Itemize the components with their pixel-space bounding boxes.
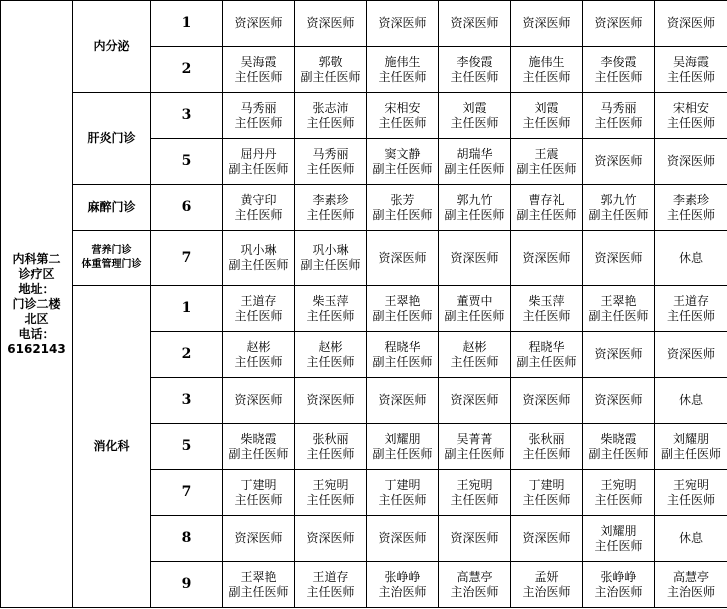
doctor-title: 主任医师 — [234, 354, 283, 369]
doctor-title: 主任医师 — [594, 69, 643, 84]
doctor-name: 王道存 — [672, 293, 709, 308]
doctor-title: 主任医师 — [594, 115, 643, 130]
doctor-cell — [223, 1, 295, 47]
department-label: 营养门诊 — [91, 245, 132, 256]
doctor-cell — [655, 1, 727, 47]
doctor-title: 副主任医师 — [372, 354, 433, 369]
doctor-cell — [583, 470, 655, 516]
doctor-cell — [367, 47, 439, 93]
doctor-name: 王翠艳 — [600, 293, 637, 308]
doctor-name: 丁建明 — [384, 477, 421, 492]
doctor-title: 主任医师 — [234, 115, 283, 130]
doctor-name: 李素珍 — [672, 192, 709, 207]
doctor-title: 副主任医师 — [228, 446, 289, 461]
area-info-line: 门诊二楼 — [12, 296, 61, 311]
doctor-cell — [511, 470, 583, 516]
doctor-name: 张秋丽 — [528, 431, 565, 446]
doctor-cell — [655, 424, 727, 470]
doctor-cell — [367, 139, 439, 185]
doctor-name: 王道存 — [312, 569, 349, 584]
doctor-cell — [511, 378, 583, 424]
doctor-title: 副主任医师 — [228, 161, 289, 176]
doctor-cell — [655, 286, 727, 332]
doctor-name: 资深医师 — [594, 16, 643, 30]
doctor-name: 资深医师 — [594, 154, 643, 168]
room-number: 5 — [151, 139, 223, 185]
doctor-name: 资深医师 — [234, 531, 283, 545]
doctor-cell — [583, 286, 655, 332]
doctor-cell — [439, 139, 511, 185]
doctor-title: 主任医师 — [522, 69, 571, 84]
doctor-title: 主任医师 — [594, 538, 643, 553]
schedule-row — [1, 286, 727, 332]
doctor-name: 资深医师 — [522, 531, 571, 545]
doctor-cell — [511, 93, 583, 139]
doctor-name: 程晓华 — [384, 339, 421, 354]
doctor-cell — [367, 470, 439, 516]
doctor-cell — [511, 1, 583, 47]
doctor-title: 副主任医师 — [228, 258, 289, 272]
doctor-cell — [439, 93, 511, 139]
doctor-title: 主任医师 — [450, 69, 499, 84]
doctor-name: 巩小琳 — [312, 243, 349, 257]
room-number: 6 — [151, 185, 223, 231]
room-number: 3 — [151, 93, 223, 139]
doctor-name: 资深医师 — [306, 16, 355, 30]
doctor-name: 资深医师 — [666, 347, 715, 361]
doctor-cell — [439, 424, 511, 470]
doctor-cell — [511, 562, 583, 608]
doctor-name: 胡瑞华 — [456, 146, 493, 161]
area-info-line: 地址： — [18, 281, 55, 296]
doctor-name: 资深医师 — [666, 16, 715, 30]
department-name — [73, 93, 151, 185]
doctor-cell — [583, 93, 655, 139]
doctor-cell — [439, 47, 511, 93]
doctor-title: 主任医师 — [522, 446, 571, 461]
doctor-cell — [439, 332, 511, 378]
doctor-title: 副主任医师 — [372, 308, 433, 323]
room-number: 2 — [151, 47, 223, 93]
doctor-name: 柴晓霞 — [240, 431, 277, 446]
doctor-cell — [439, 470, 511, 516]
doctor-title: 副主任医师 — [516, 161, 577, 176]
doctor-name: 资深医师 — [522, 250, 571, 265]
doctor-cell — [295, 231, 367, 286]
room-number: 2 — [151, 332, 223, 378]
doctor-name: 张志沛 — [312, 100, 349, 115]
doctor-name: 吴菁菁 — [456, 431, 493, 446]
doctor-name: 王宛明 — [600, 477, 637, 492]
doctor-name: 刘霞 — [534, 100, 559, 115]
doctor-title: 副主任医师 — [444, 446, 505, 461]
doctor-cell — [655, 93, 727, 139]
doctor-cell — [223, 470, 295, 516]
doctor-cell — [367, 231, 439, 286]
doctor-name: 资深医师 — [378, 531, 427, 545]
doctor-name: 丁建明 — [528, 477, 565, 492]
doctor-cell — [223, 139, 295, 185]
area-info-line: 6162143 — [7, 341, 66, 356]
room-number: 9 — [151, 562, 223, 608]
schedule-row — [1, 1, 727, 47]
doctor-cell — [583, 378, 655, 424]
doctor-cell — [583, 185, 655, 231]
doctor-title: 副主任医师 — [300, 69, 361, 84]
doctor-title: 主任医师 — [450, 115, 499, 130]
doctor-name: 资深医师 — [522, 16, 571, 30]
doctor-cell — [511, 424, 583, 470]
doctor-name: 高慧亭 — [456, 569, 493, 584]
doctor-title: 主任医师 — [234, 69, 283, 84]
room-number: 5 — [151, 424, 223, 470]
doctor-name: 郭九竹 — [456, 192, 493, 207]
room-number: 3 — [151, 378, 223, 424]
doctor-name: 赵彬 — [318, 339, 343, 354]
doctor-cell — [295, 562, 367, 608]
department-label: 消化科 — [93, 439, 130, 453]
doctor-cell — [511, 139, 583, 185]
doctor-cell — [511, 47, 583, 93]
doctor-name: 王道存 — [240, 293, 277, 308]
doctor-name: 施伟生 — [528, 54, 565, 69]
doctor-name: 资深医师 — [594, 393, 643, 407]
doctor-title: 主任医师 — [306, 354, 355, 369]
doctor-name: 资深医师 — [666, 154, 715, 168]
doctor-name: 资深医师 — [450, 16, 499, 30]
doctor-name: 张峥峥 — [600, 569, 637, 584]
doctor-cell — [511, 231, 583, 286]
doctor-cell — [295, 332, 367, 378]
doctor-name: 李俊霞 — [456, 54, 493, 69]
doctor-cell — [223, 424, 295, 470]
doctor-name: 张峥峥 — [384, 569, 421, 584]
doctor-cell — [439, 516, 511, 562]
doctor-name: 郭敬 — [318, 54, 343, 69]
doctor-name: 吴海霞 — [240, 54, 277, 69]
doctor-cell — [295, 470, 367, 516]
doctor-title: 主任医师 — [306, 492, 355, 507]
doctor-name: 王翠艳 — [384, 293, 421, 308]
doctor-title: 副主任医师 — [372, 161, 433, 176]
doctor-cell — [439, 378, 511, 424]
doctor-name: 郭九竹 — [600, 192, 637, 207]
doctor-name: 资深医师 — [450, 531, 499, 545]
doctor-cell — [295, 1, 367, 47]
doctor-name: 曹存礼 — [528, 192, 565, 207]
doctor-name: 李素珍 — [312, 192, 349, 207]
doctor-name: 柴玉萍 — [528, 293, 565, 308]
doctor-cell — [295, 47, 367, 93]
doctor-cell — [583, 1, 655, 47]
doctor-name: 刘霞 — [462, 100, 487, 115]
doctor-name: 资深医师 — [378, 16, 427, 30]
doctor-cell — [223, 562, 295, 608]
doctor-name: 高慧亭 — [672, 569, 709, 584]
department-label: 内分泌 — [93, 39, 130, 53]
doctor-name: 王宛明 — [672, 477, 709, 492]
doctor-cell — [655, 562, 727, 608]
doctor-name: 宋相安 — [672, 100, 709, 115]
doctor-cell — [439, 185, 511, 231]
doctor-title: 副主任医师 — [300, 258, 361, 272]
doctor-title: 主任医师 — [378, 492, 427, 507]
doctor-title: 副主任医师 — [444, 161, 505, 176]
doctor-cell — [295, 93, 367, 139]
doctor-name: 董贾中 — [456, 293, 493, 308]
doctor-title: 主任医师 — [306, 584, 355, 599]
doctor-name: 资深医师 — [306, 393, 355, 407]
doctor-name: 丁建明 — [240, 477, 277, 492]
doctor-title: 主任医师 — [666, 69, 715, 84]
doctor-title: 副主任医师 — [372, 446, 433, 461]
doctor-title: 副主任医师 — [516, 207, 577, 222]
doctor-cell — [367, 286, 439, 332]
doctor-cell — [223, 93, 295, 139]
room-number: 1 — [151, 1, 223, 47]
doctor-cell — [223, 332, 295, 378]
doctor-name: 资深医师 — [234, 393, 283, 407]
doctor-name: 刘耀朋 — [384, 431, 421, 446]
doctor-title: 主治医师 — [594, 584, 643, 599]
room-number: 7 — [151, 470, 223, 516]
doctor-name: 孟妍 — [534, 569, 559, 584]
doctor-title: 副主任医师 — [516, 354, 577, 369]
schedule-body — [1, 1, 727, 608]
doctor-title: 副主任医师 — [228, 584, 289, 599]
doctor-title: 主任医师 — [522, 115, 571, 130]
doctor-cell — [367, 1, 439, 47]
doctor-name: 张芳 — [390, 192, 415, 207]
doctor-title: 主任医师 — [666, 492, 715, 507]
area-info-line: 北区 — [24, 311, 49, 326]
doctor-name: 资深医师 — [450, 250, 499, 265]
doctor-name: 休息 — [678, 531, 703, 545]
schedule-row — [1, 185, 727, 231]
doctor-name: 资深医师 — [306, 531, 355, 545]
doctor-cell — [223, 378, 295, 424]
doctor-cell — [295, 516, 367, 562]
department-name — [73, 231, 151, 286]
doctor-name: 资深医师 — [378, 393, 427, 407]
doctor-name: 资深医师 — [450, 393, 499, 407]
doctor-cell — [367, 516, 439, 562]
doctor-title: 主任医师 — [666, 308, 715, 323]
doctor-cell — [295, 286, 367, 332]
doctor-cell — [583, 139, 655, 185]
doctor-title: 主治医师 — [378, 584, 427, 599]
doctor-name: 柴玉萍 — [312, 293, 349, 308]
doctor-title: 主治医师 — [450, 584, 499, 599]
doctor-title: 主任医师 — [450, 492, 499, 507]
doctor-name: 王宛明 — [312, 477, 349, 492]
doctor-name: 黄守印 — [240, 192, 277, 207]
doctor-name: 马秀丽 — [600, 100, 637, 115]
doctor-cell — [223, 231, 295, 286]
doctor-cell — [223, 185, 295, 231]
doctor-title: 主任医师 — [234, 492, 283, 507]
doctor-cell — [655, 185, 727, 231]
doctor-title: 副主任医师 — [588, 207, 649, 222]
doctor-title: 主任医师 — [450, 354, 499, 369]
doctor-cell — [223, 286, 295, 332]
doctor-cell — [655, 47, 727, 93]
doctor-title: 主任医师 — [522, 492, 571, 507]
doctor-name: 屈丹丹 — [240, 146, 277, 161]
doctor-title: 主治医师 — [522, 584, 571, 599]
doctor-cell — [583, 231, 655, 286]
doctor-name: 巩小琳 — [240, 243, 277, 257]
doctor-cell — [511, 332, 583, 378]
doctor-cell — [223, 516, 295, 562]
doctor-cell — [367, 185, 439, 231]
room-number: 1 — [151, 286, 223, 332]
schedule-row — [1, 231, 727, 286]
doctor-cell — [655, 470, 727, 516]
doctor-cell — [655, 231, 727, 286]
doctor-name: 刘耀朋 — [672, 431, 709, 446]
doctor-name: 资深医师 — [522, 393, 571, 407]
doctor-name: 柴晓霞 — [600, 431, 637, 446]
doctor-title: 主任医师 — [522, 308, 571, 323]
area-info-line: 内科第二 — [12, 251, 61, 266]
doctor-cell — [439, 231, 511, 286]
doctor-name: 吴海霞 — [672, 54, 709, 69]
doctor-name: 马秀丽 — [312, 146, 349, 161]
department-label-secondary: 体重管理门诊 — [81, 259, 142, 270]
doctor-cell — [295, 185, 367, 231]
doctor-cell — [295, 139, 367, 185]
doctor-cell — [655, 378, 727, 424]
doctor-title: 副主任医师 — [372, 207, 433, 222]
doctor-cell — [223, 47, 295, 93]
doctor-name: 休息 — [678, 393, 703, 407]
doctor-title: 副主任医师 — [588, 308, 649, 323]
doctor-cell — [583, 516, 655, 562]
area-info-line: 电话： — [18, 326, 55, 341]
doctor-cell — [367, 93, 439, 139]
department-name — [73, 286, 151, 608]
doctor-cell — [439, 562, 511, 608]
doctor-cell — [583, 424, 655, 470]
doctor-name: 王宛明 — [456, 477, 493, 492]
doctor-title: 主任医师 — [234, 308, 283, 323]
doctor-cell — [655, 332, 727, 378]
doctor-title: 副主任医师 — [660, 446, 721, 461]
doctor-cell — [511, 286, 583, 332]
doctor-cell — [511, 185, 583, 231]
department-label: 麻醉门诊 — [87, 200, 136, 214]
doctor-name: 窦文静 — [384, 146, 421, 161]
doctor-cell — [583, 562, 655, 608]
doctor-name: 资深医师 — [594, 347, 643, 361]
doctor-title: 主任医师 — [378, 69, 427, 84]
doctor-cell — [655, 516, 727, 562]
schedule-row — [1, 93, 727, 139]
doctor-name: 赵彬 — [246, 339, 271, 354]
doctor-name: 王震 — [534, 146, 559, 161]
doctor-name: 资深医师 — [378, 250, 427, 265]
doctor-title: 副主任医师 — [444, 308, 505, 323]
doctor-cell — [367, 424, 439, 470]
doctor-name: 刘耀朋 — [600, 523, 637, 538]
room-number: 7 — [151, 231, 223, 286]
doctor-title: 主任医师 — [306, 446, 355, 461]
doctor-name: 张秋丽 — [312, 431, 349, 446]
doctor-title: 主任医师 — [306, 115, 355, 130]
doctor-title: 副主任医师 — [444, 207, 505, 222]
doctor-cell — [511, 516, 583, 562]
area-info-line: 诊疗区 — [18, 266, 55, 281]
doctor-name: 赵彬 — [462, 339, 487, 354]
doctor-name: 资深医师 — [234, 16, 283, 30]
doctor-title: 主任医师 — [306, 161, 355, 176]
doctor-cell — [655, 139, 727, 185]
doctor-cell — [439, 286, 511, 332]
department-name — [73, 185, 151, 231]
doctor-title: 主任医师 — [594, 492, 643, 507]
doctor-cell — [295, 378, 367, 424]
doctor-cell — [367, 562, 439, 608]
doctor-title: 主任医师 — [234, 207, 283, 222]
doctor-cell — [367, 332, 439, 378]
doctor-name: 宋相安 — [384, 100, 421, 115]
doctor-title: 主任医师 — [306, 308, 355, 323]
doctor-name: 马秀丽 — [240, 100, 277, 115]
doctor-name: 王翠艳 — [240, 569, 277, 584]
room-number: 8 — [151, 516, 223, 562]
doctor-cell — [439, 1, 511, 47]
doctor-title: 主任医师 — [666, 207, 715, 222]
doctor-name: 施伟生 — [384, 54, 421, 69]
department-label: 肝炎门诊 — [87, 131, 136, 145]
clinic-area-info — [1, 1, 73, 608]
doctor-cell — [583, 47, 655, 93]
doctor-title: 副主任医师 — [588, 446, 649, 461]
doctor-name: 休息 — [678, 250, 703, 265]
doctor-name: 李俊霞 — [600, 54, 637, 69]
department-name — [73, 1, 151, 93]
doctor-title: 主治医师 — [666, 584, 715, 599]
doctor-cell — [367, 378, 439, 424]
doctor-title: 主任医师 — [666, 115, 715, 130]
doctor-title: 主任医师 — [306, 207, 355, 222]
doctor-cell — [295, 424, 367, 470]
doctor-name: 资深医师 — [594, 250, 643, 265]
doctor-name: 程晓华 — [528, 339, 565, 354]
doctor-cell — [583, 332, 655, 378]
doctor-title: 主任医师 — [378, 115, 427, 130]
